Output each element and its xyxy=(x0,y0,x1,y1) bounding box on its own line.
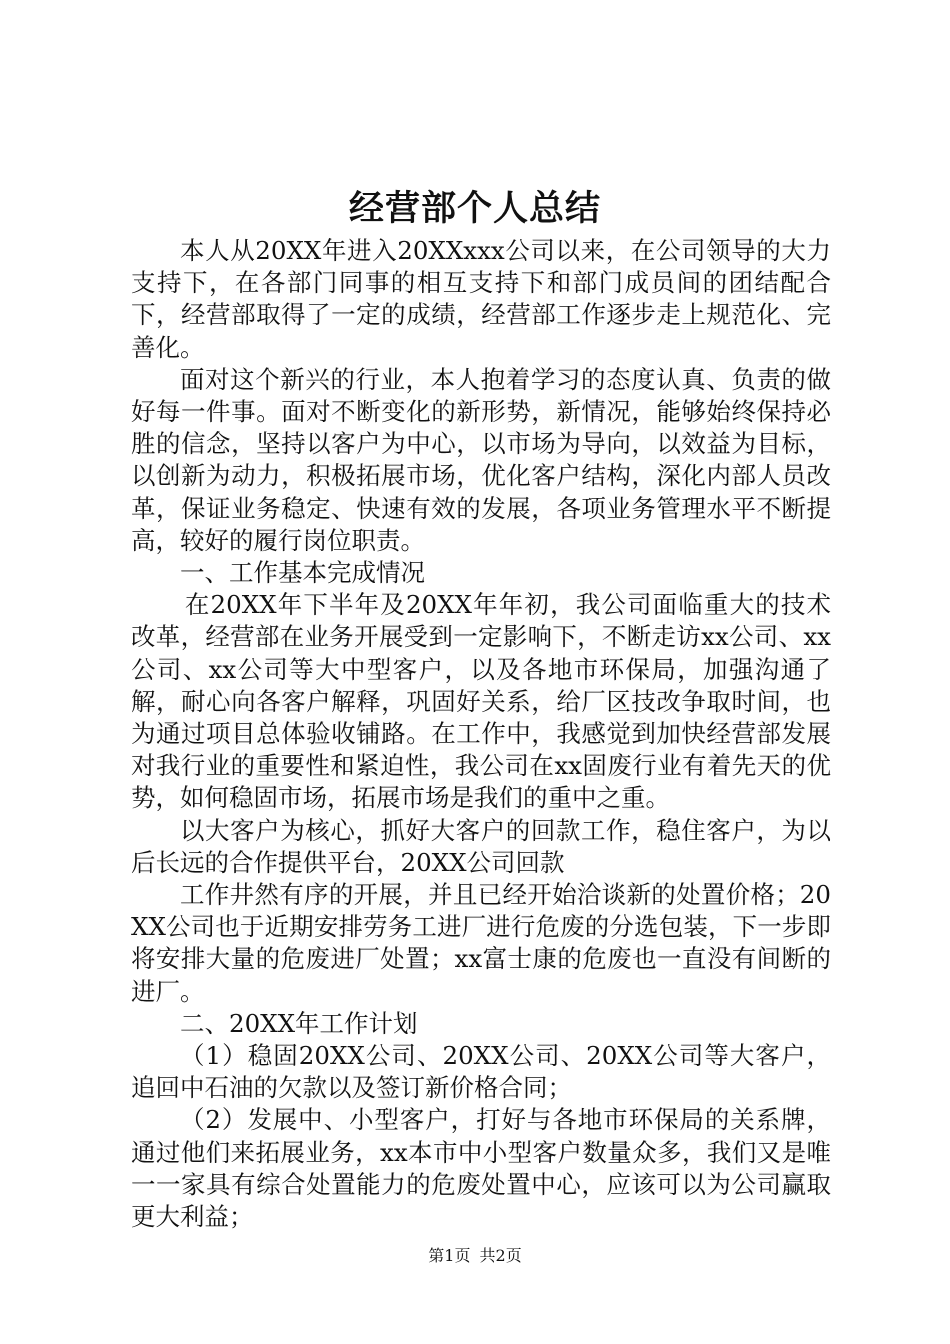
document-title: 经营部个人总结 xyxy=(348,189,601,229)
section-heading-work-plan: 二、20XX年工作计划 xyxy=(180,1008,418,1038)
paragraph-attitude: 面对这个新兴的行业，本人抱着学习的态度认真、负责的做好每一件事。面对不断变化的新形势，新情况，能够始终保持必胜的信念，坚持以客户为中心，以市场为导向，以效益为目标，以创新为动力，积极拓展市场，优化客户结构，深化内部人员改革，保证业务稳定、快速有效的发展，各项业务管理水平不断提高，较好的履行岗位职责。 xyxy=(131,364,831,555)
section-heading-work-status: 一、工作基本完成情况 xyxy=(180,558,425,588)
document-body xyxy=(131,235,831,1233)
paragraph-key-clients: 以大客户为核心，抓好大客户的回款工作，稳住客户，为以后长远的合作提供平台，20XX公司回款 xyxy=(131,815,831,877)
paragraph-work-status: 在20XX年下半年及20XX年年初，我公司面临重大的技术改革，经营部在业务开展受到一定影响下，不断走访xx公司、xx公司、xx公司等大中型客户，以及各地市环保局，加强沟通了解，耐心向各客户解释，巩固好关系，给厂区技改争取时间，也为通过项目总体验收铺路。在工作中，我感觉到加快经营部发展对我行业的重要性和紧迫性，我公司在xx固废行业有着先天的优势，如何稳固市场，拓展市场是我们的重中之重。 xyxy=(131,590,831,813)
page-number: 第1页 xyxy=(428,1246,471,1265)
paragraph-plan-item-1: （1）稳固20XX公司、20XX公司、20XX公司等大客户，追回中石油的欠款以及签订新价格合同； xyxy=(131,1041,831,1103)
paragraph-progress: 工作井然有序的开展，并且已经开始洽谈新的处置价格；20XX公司也于近期安排劳务工进厂进行危废的分选包装，下一步即将安排大量的危废进厂处置；xx富士康的危废也一直没有间断的进厂。 xyxy=(131,880,831,1006)
page-footer xyxy=(0,1244,950,1268)
paragraph-intro: 本人从20XX年进入20XXxxx公司以来，在公司领导的大力支持下，在各部门同事的相互支持下和部门成员间的团结配合下，经营部取得了一定的成绩，经营部工作逐步走上规范化、完善化。 xyxy=(131,236,831,362)
paragraph-plan-item-2: （2）发展中、小型客户，打好与各地市环保局的关系牌，通过他们来拓展业务，xx本市中小型客户数量众多，我们又是唯一一家具有综合处置能力的危废处置中心，应该可以为公司赢取更大利益； xyxy=(131,1105,831,1232)
page-total: 共2页 xyxy=(479,1246,522,1265)
